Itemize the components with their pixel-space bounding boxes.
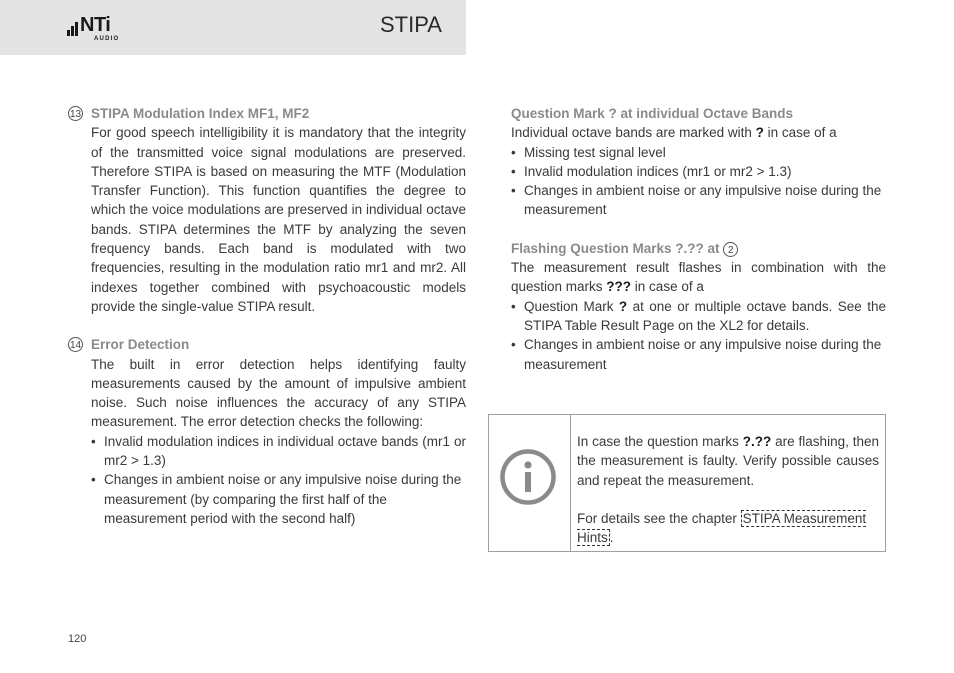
left-column xyxy=(68,104,466,528)
flashing-list xyxy=(511,297,886,374)
header-band xyxy=(0,0,466,55)
logo-text: NTi xyxy=(80,14,111,36)
section-14-content xyxy=(91,355,466,529)
right-column xyxy=(511,104,886,374)
flashing-question-marks-heading: Flashing Question Marks ?.?? at 2 xyxy=(511,239,886,258)
page-number: 120 xyxy=(68,633,87,645)
display-ref-number: 2 xyxy=(723,242,738,257)
list-item: • Invalid modulation indices in individual octave bands (mr1 or mr2 > 1.3) xyxy=(91,432,466,471)
stipa-hints-link[interactable]: STIPA Measurement Hints xyxy=(577,510,867,546)
section-14-body: The built in error detection helps identifying faulty measurements caused by the amount of impulsive ambient noise. Such noise influences the accuracy of any STIPA measurement. The error detection checks the following: xyxy=(91,356,466,430)
logo-subtext: AUDIO xyxy=(94,36,120,42)
list-item: • Question Mark ? at one or multiple octave bands. See the STIPA Table Result Page on the XL2 for details. xyxy=(511,297,886,336)
info-icon xyxy=(499,448,557,506)
question-mark-list xyxy=(511,143,886,220)
flashing-intro: The measurement result flashes in combination with the question marks ??? in case of a xyxy=(511,260,886,295)
section-13-body: For good speech intelligibility it is mandatory that the integrity of the transmitted voice signal modulations are preserved. Therefore STIPA is based on measuring the MTF (Modulation Transfer Function). This function quantifies the degree to which the voice modulations are preserved in individual octave bands. STIPA determines the MTF by analyzing the seven frequency bands. Each band is modulated with two frequencies, resulting in the modulation ratio mr1 and mr2. All indexes together combined with psychoacoustic models provide the single-value STIPA result. xyxy=(91,125,466,314)
page-title: STIPA xyxy=(380,12,442,37)
note-reference: For details see the chapter STIPA Measurement Hints . xyxy=(577,510,867,546)
list-item: • Changes in ambient noise or any impulsive noise during the measurement xyxy=(511,181,886,220)
question-mark-intro: Individual octave bands are marked with ? in case of a xyxy=(511,125,837,141)
section-number-13: 13 xyxy=(68,106,83,121)
question-mark-heading: Question Mark ? at individual Octave Bands xyxy=(511,106,794,121)
list-item: • Missing test signal level xyxy=(511,143,886,162)
section-14-title: Error Detection xyxy=(91,337,190,353)
list-item: • Changes in ambient noise or any impulsive noise during the measurement (by comparing the first half of the measurement period with the second half) xyxy=(91,470,466,528)
nti-audio-logo xyxy=(67,16,129,44)
note-paragraph: In case the question marks ?.?? are flashing, then the measurement is faulty. Verify possible causes and repeat the measurement. xyxy=(577,434,879,488)
list-item: • Invalid modulation indices (mr1 or mr2 > 1.3) xyxy=(511,162,886,181)
info-note-box xyxy=(488,414,886,552)
note-text xyxy=(577,432,879,547)
section-13-title: STIPA Modulation Index MF1, MF2 xyxy=(91,106,310,121)
list-item: • Changes in ambient noise or any impulsive noise during the measurement xyxy=(511,335,886,374)
section-number-14: 14 xyxy=(68,337,83,352)
note-divider xyxy=(570,415,571,551)
error-detection-list xyxy=(91,432,466,528)
section-14-header xyxy=(68,335,466,354)
section-13-header xyxy=(68,104,466,123)
